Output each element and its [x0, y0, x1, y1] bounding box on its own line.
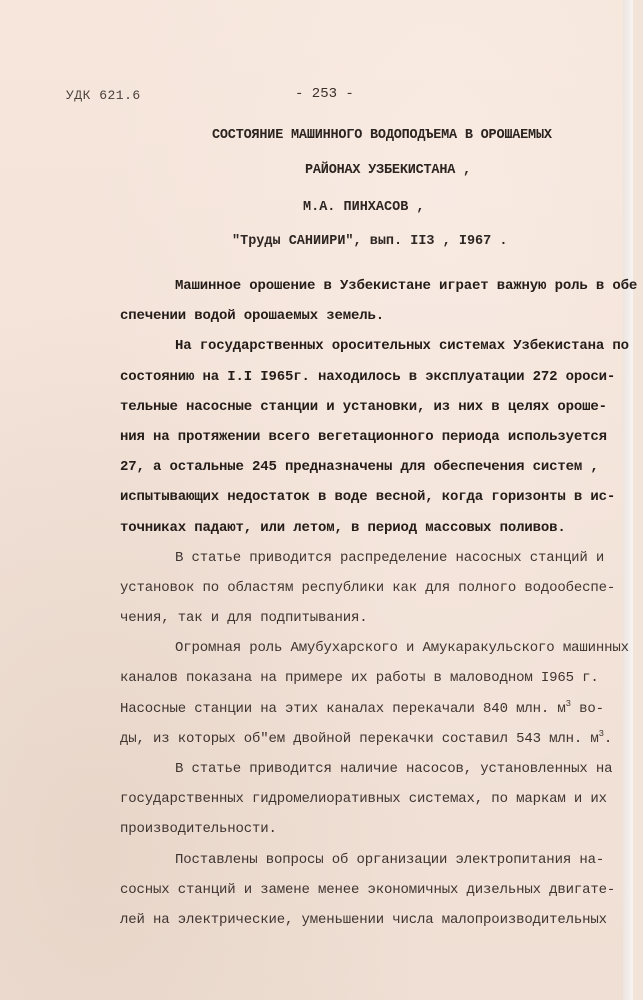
text-line: сосных станций и замене менее экономичных дизельных двигате-: [120, 881, 616, 898]
text-line: 27, а остальные 245 предназначены для обеспечения систем ,: [120, 459, 599, 476]
text-line: тельные насосные станции и установки, из них в целях ороше-: [120, 398, 607, 415]
text-line: [120, 724, 640, 754]
text-line: лей на электрические, уменьшении числа малопроизводительных: [120, 911, 607, 928]
superscript: 3: [598, 728, 604, 739]
text-line: производительности.: [120, 821, 277, 838]
text-line: Машинное орошение в Узбекистане играет важную роль в обе: [175, 278, 638, 294]
text-line: На государственных оросительных системах Узбекистана по: [175, 338, 629, 355]
text-line: Поставлены вопросы об организации электропитания на-: [175, 851, 605, 868]
text-line: каналов показана на примере их работы в маловодном I965 г.: [120, 670, 599, 687]
superscript: 3: [565, 698, 571, 709]
text-line: Огромная роль Амубухарского и Амукаракульского машинных: [175, 640, 629, 657]
text-line: В статье приводится распределение насосных станций и: [175, 549, 605, 566]
text-line: состоянию на I.I I965г. находилось в эксплуатации 272 ороси-: [120, 368, 616, 385]
text-fragment: во-: [570, 700, 604, 717]
text-line: чения, так и для подпитывания.: [120, 610, 368, 627]
page-number: - 253 -: [295, 86, 354, 102]
text-line: ния на протяжении всего вегетационного периода используется: [120, 428, 607, 445]
abstract-body: [120, 271, 640, 935]
udk-code: УДК 621.6: [66, 88, 141, 103]
title-line-1: СОСТОЯНИЕ МАШИННОГО ВОДОПОДЪЕМА В ОРОШАЕМЫХ: [212, 128, 552, 143]
text-line: [120, 694, 640, 724]
title-line-2: РАЙОНАХ УЗБЕКИСТАНА ,: [305, 163, 471, 178]
source-citation: "Труды САНИИРИ", вып. II3 , I967 .: [232, 234, 508, 249]
text-line: установок по областям республики как для полного водообеспе-: [120, 579, 616, 596]
text-line: спечении водой орошаемых земель.: [120, 308, 385, 325]
author: М.А. ПИНХАСОВ ,: [303, 200, 425, 215]
text-line: испытывающих недостаток в воде весной, когда горизонты в ис-: [120, 489, 616, 506]
text-line: государственных гидромелиоративных системах, по маркам и их: [120, 791, 607, 808]
text-line: точниках падают, или летом, в период массовых поливов.: [120, 519, 566, 536]
text-fragment: ды, из которых об"ем двойной перекачки составил 543 млн. м: [120, 730, 599, 747]
text-fragment: .: [603, 730, 613, 747]
text-fragment: Насосные станции на этих каналах перекачали 840 млн. м: [120, 700, 566, 717]
text-line: В статье приводится наличие насосов, установленных на: [175, 761, 613, 777]
